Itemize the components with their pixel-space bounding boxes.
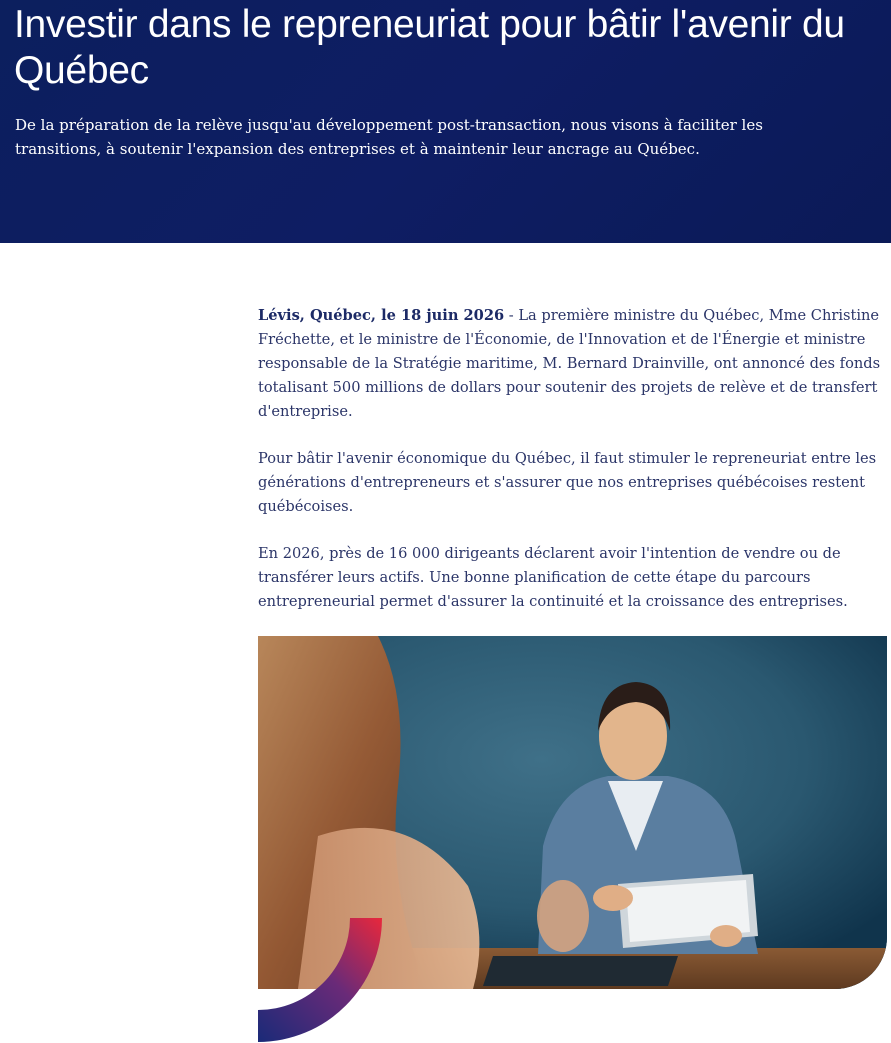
page-title: Investir dans le repreneuriat pour bâtir l'avenir du Québec	[14, 3, 845, 92]
article-paragraph-2: Pour bâtir l'avenir économique du Québec, il faut stimuler le repreneuriat entre les générations d'entrepreneurs et s'assurer que nos entreprises québécoises restent québécoises.	[258, 450, 877, 515]
dateline: Lévis, Québec, le 18 juin 2026	[258, 307, 505, 324]
hero-intro: De la préparation de la relève jusqu'au développement post-transaction, nous visons à faciliter les transitions, à soutenir l'expansion des entreprises et à maintenir leur ancrage au Québec.	[15, 116, 763, 158]
article-body	[258, 304, 888, 637]
article-paragraph-1-text: - La première ministre du Québec, Mme Christine Fréchette, et le ministre de l'Économie, de l'Innovation et de l'Énergie et ministre responsable de la Stratégie maritime, M. Bernard Drainville, ont annoncé des fonds totalisant 500 millions de dollars pour soutenir des projets de relève et de transfert d'entreprise.	[258, 307, 881, 420]
decorative-arc	[258, 918, 382, 1042]
hero-banner	[0, 0, 891, 243]
article-paragraph-1	[258, 304, 888, 424]
article-paragraph-3: En 2026, près de 16 000 dirigeants déclarent avoir l'intention de vendre ou de transférer leurs actifs. Une bonne planification de cette étape du parcours entrepreneurial permet d'assurer la continuité et la croissance des entreprises.	[258, 545, 848, 610]
